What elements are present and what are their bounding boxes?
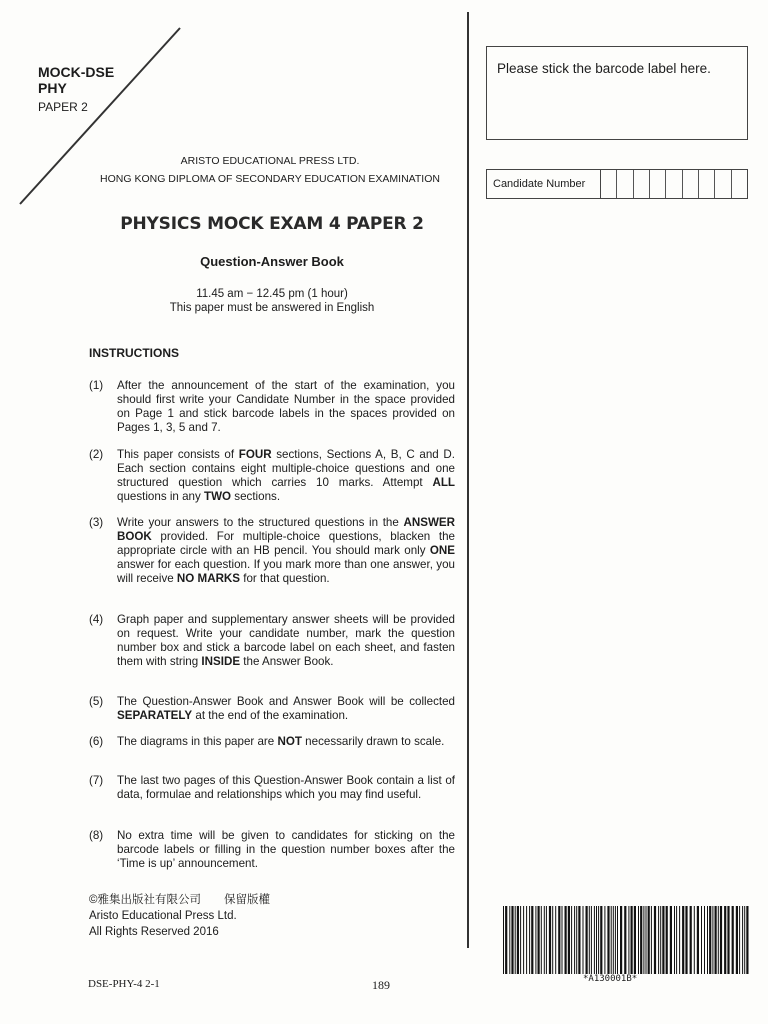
corner-code <box>38 64 114 96</box>
barcode-image <box>503 906 749 974</box>
barcode-bar <box>538 906 540 974</box>
instruction-text <box>117 829 455 871</box>
barcode-bar <box>643 906 644 974</box>
exam-time-block <box>60 287 484 315</box>
instruction-text <box>117 516 455 586</box>
barcode-bar <box>666 906 668 974</box>
barcode-bar <box>634 906 636 974</box>
barcode-bar <box>607 906 609 974</box>
candidate-number-field <box>486 169 748 199</box>
barcode-bar <box>620 906 622 974</box>
barcode-bar <box>660 906 661 974</box>
barcode-bar <box>520 906 521 974</box>
barcode-bar <box>526 906 527 974</box>
candidate-digit-box[interactable] <box>683 170 699 198</box>
copyright-block <box>89 892 270 940</box>
barcode-bar <box>531 906 533 974</box>
instruction-text <box>117 448 455 504</box>
barcode-bar <box>718 906 719 974</box>
instruction-emphasis: ANSWER BOOK <box>117 516 455 543</box>
page-number: 189 <box>372 978 390 992</box>
instruction-item <box>89 829 455 871</box>
barcode-bar <box>583 906 584 974</box>
instruction-item <box>89 448 455 504</box>
footer-paper-code: DSE-PHY-4 2-1 <box>88 978 160 990</box>
barcode-bar <box>598 906 599 974</box>
instruction-item <box>89 774 455 802</box>
barcode-bar <box>596 906 597 974</box>
barcode-bar <box>546 906 547 974</box>
barcode-bar <box>707 906 708 974</box>
instruction-segment: provided. For multiple-choice questions, blacken the appropriate circle with an HB pencil. You should mark only <box>117 530 455 557</box>
instruction-emphasis: SEPARATELY <box>117 709 193 722</box>
page-title: PHYSICS MOCK EXAM 4 PAPER 2 <box>120 214 424 234</box>
barcode-bar <box>746 906 748 974</box>
barcode-bar <box>562 906 563 974</box>
barcode-bar <box>628 906 629 974</box>
barcode-bar <box>600 906 602 974</box>
barcode-bar <box>631 906 633 974</box>
barcode-bar <box>658 906 659 974</box>
barcode-bar <box>640 906 642 974</box>
barcode-bar <box>558 906 560 974</box>
barcode-bar <box>724 906 726 974</box>
instruction-segment: No extra time will be given to candidates for sticking on the barcode labels or filling in the question number boxes after the ‘Time is up’ announcement. <box>117 829 455 870</box>
instruction-emphasis: INSIDE <box>201 655 241 668</box>
instruction-emphasis: NOT <box>277 735 302 748</box>
instruction-item <box>89 735 455 749</box>
instruction-item <box>89 516 455 586</box>
barcode-bar <box>568 906 570 974</box>
barcode-bar <box>576 906 577 974</box>
instruction-segment: answer for each question. If you mark more than one answer, you will receive <box>117 558 455 585</box>
instruction-emphasis: FOUR <box>238 448 272 461</box>
instruction-text <box>117 735 455 749</box>
barcode-bar <box>682 906 684 974</box>
instruction-number: (8) <box>89 829 104 842</box>
candidate-digit-box[interactable] <box>666 170 682 198</box>
barcode-bar <box>589 906 590 974</box>
exam-time: 11.45 am − 12.45 pm (1 hour) <box>196 288 348 300</box>
barcode-bar <box>611 906 612 974</box>
barcode-bar <box>646 906 647 974</box>
barcode-bar <box>617 906 618 974</box>
book-subtitle: Question-Answer Book <box>200 254 344 269</box>
instruction-segment: at the end of the examination. <box>192 709 349 722</box>
instruction-item <box>89 379 455 435</box>
barcode-bar <box>679 906 680 974</box>
candidate-digit-box[interactable] <box>732 170 747 198</box>
instruction-number: (4) <box>89 613 104 626</box>
instruction-emphasis: ONE <box>429 544 455 557</box>
instruction-segment: necessarily drawn to scale. <box>301 735 445 748</box>
barcode-bar <box>541 906 542 974</box>
barcode-bar <box>565 906 567 974</box>
instruction-segment: This paper consists of <box>117 448 239 461</box>
barcode-bar <box>505 906 507 974</box>
instruction-number: (1) <box>89 379 104 392</box>
publisher-block <box>60 152 480 188</box>
barcode-bar <box>552 906 553 974</box>
barcode-bar <box>701 906 702 974</box>
instruction-segment: the Answer Book. <box>240 655 334 668</box>
instruction-segment: The last two pages of this Question-Answer Book contain a list of data, formulae and relationships which you may find useful. <box>117 774 455 801</box>
barcode-bar <box>529 906 530 974</box>
copyright-chinese: ©雅集出版社有限公司 保留版權 <box>89 894 270 906</box>
barcode-bar <box>638 906 639 974</box>
copyright-rights: All Rights Reserved 2016 <box>89 926 219 938</box>
instruction-emphasis: NO MARKS <box>176 572 241 585</box>
barcode-bar <box>654 906 656 974</box>
barcode-bar <box>511 906 513 974</box>
instruction-item <box>89 695 455 723</box>
barcode-bar <box>578 906 580 974</box>
exam-name: HONG KONG DIPLOMA OF SECONDARY EDUCATION EXAMINATION <box>100 173 440 185</box>
candidate-number-label: Candidate Number <box>487 170 601 198</box>
instruction-segment: Write your answers to the structured questions in the <box>117 516 404 529</box>
instruction-text <box>117 774 455 802</box>
barcode-bar <box>727 906 729 974</box>
instruction-item <box>89 613 455 669</box>
instruction-text <box>117 613 455 669</box>
barcode-bar <box>555 906 556 974</box>
barcode-bar <box>515 906 516 974</box>
vertical-divider <box>467 12 469 948</box>
instruction-number: (5) <box>89 695 104 708</box>
instruction-text <box>117 379 455 435</box>
barcode-bar <box>586 906 588 974</box>
barcode-bar <box>591 906 592 974</box>
barcode-bar <box>523 906 524 974</box>
instruction-emphasis: ALL <box>432 476 455 489</box>
barcode-bar <box>509 906 510 974</box>
barcode-bar <box>674 906 675 974</box>
language-note: This paper must be answered in English <box>169 302 375 314</box>
barcode-bar <box>694 906 695 974</box>
instruction-segment: After the announcement of the start of the examination, you should first write your Candidate Number in the space provided on Page 1 and stick barcode labels in the spaces provided on Pages 1, 3, 5 and 7. <box>117 379 455 434</box>
barcode-bar <box>503 906 504 974</box>
instruction-number: (2) <box>89 448 104 461</box>
barcode-bar <box>715 906 717 974</box>
barcode-bar <box>676 906 677 974</box>
instruction-text <box>117 695 455 723</box>
barcode-bar <box>697 906 699 974</box>
candidate-digit-box[interactable] <box>699 170 715 198</box>
barcode-bar <box>742 906 743 974</box>
publisher-name: ARISTO EDUCATIONAL PRESS LTD. <box>180 155 360 167</box>
copyright-publisher: Aristo Educational Press Ltd. <box>89 910 237 922</box>
barcode-bar <box>739 906 740 974</box>
barcode-bar <box>648 906 650 974</box>
candidate-digit-box[interactable] <box>601 170 617 198</box>
instruction-segment: Graph paper and supplementary answer sheets will be provided on request. Write your candidate number, mark the question number box and stick a barcode label on each sheet, and fasten them with string <box>117 613 455 668</box>
instruction-segment: sections, Sections A, B, C and D. Each section contains eight multiple-choice questions and one structured question which carries 10 marks. Attempt <box>117 448 455 489</box>
instruction-number: (3) <box>89 516 104 529</box>
barcode-bar <box>594 906 595 974</box>
barcode-bar <box>720 906 722 974</box>
corner-code-line1: MOCK-DSE <box>38 64 115 80</box>
instruction-segment: questions in any <box>117 490 205 503</box>
barcode-bar <box>744 906 745 974</box>
barcode-bar <box>709 906 711 974</box>
barcode-bar <box>604 906 605 974</box>
barcode-bar <box>690 906 692 974</box>
barcode-label-box <box>486 46 748 140</box>
barcode-bar <box>651 906 652 974</box>
instructions-heading: INSTRUCTIONS <box>89 346 179 360</box>
barcode-bar <box>615 906 616 974</box>
instruction-segment: for that question. <box>240 572 330 585</box>
instruction-number: (7) <box>89 774 104 787</box>
instruction-number: (6) <box>89 735 104 748</box>
barcode-bar <box>685 906 687 974</box>
instruction-segment: The Question-Answer Book and Answer Book will be collected <box>117 695 455 708</box>
barcode-bar <box>670 906 672 974</box>
barcode-bar <box>571 906 572 974</box>
instruction-emphasis: TWO <box>204 490 232 503</box>
barcode-label-text: Please stick the barcode label here. <box>497 61 711 76</box>
instruction-segment: sections. <box>231 490 281 503</box>
barcode-bar <box>613 906 614 974</box>
barcode-bar <box>662 906 664 974</box>
barcode-bar <box>704 906 705 974</box>
instruction-segment: The diagrams in this paper are <box>117 735 278 748</box>
barcode-bar <box>732 906 734 974</box>
barcode-bar <box>712 906 713 974</box>
candidate-digit-box[interactable] <box>715 170 731 198</box>
barcode-number: *A130001B* <box>583 974 638 984</box>
corner-code-line2: PHY <box>38 80 67 96</box>
barcode-bar <box>517 906 519 974</box>
barcode-bar <box>549 906 551 974</box>
barcode-bar <box>544 906 545 974</box>
barcode-bar <box>574 906 575 974</box>
corner-paper: PAPER 2 <box>38 100 88 114</box>
barcode-bar <box>624 906 626 974</box>
barcode-bar <box>736 906 738 974</box>
candidate-digit-box[interactable] <box>650 170 666 198</box>
candidate-digit-box[interactable] <box>617 170 633 198</box>
barcode-bar <box>535 906 536 974</box>
candidate-digit-box[interactable] <box>634 170 650 198</box>
